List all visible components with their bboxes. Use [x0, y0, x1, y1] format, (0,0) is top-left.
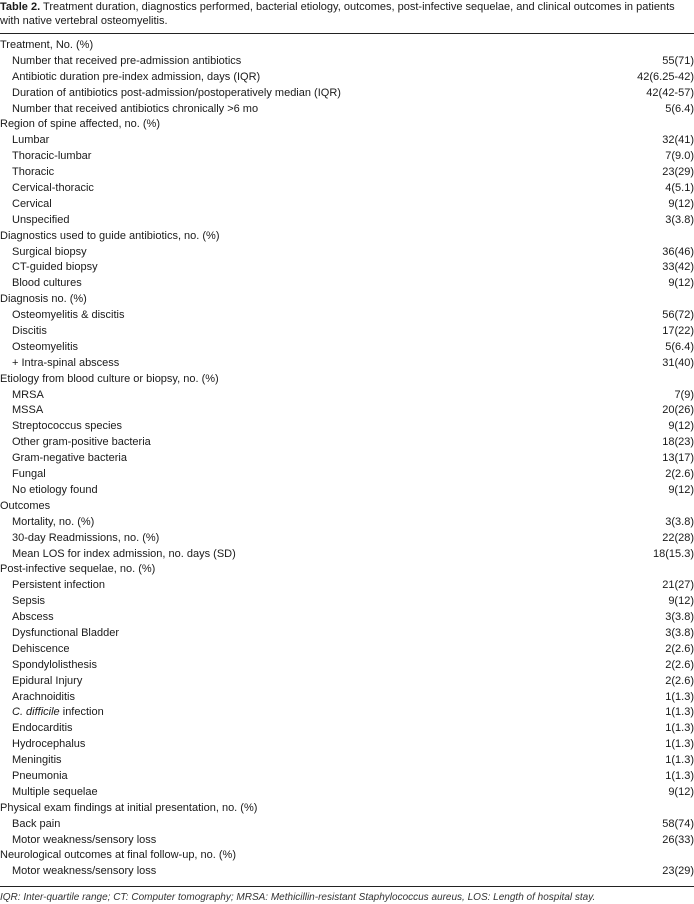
row-label: Persistent infection — [12, 579, 105, 592]
table-row — [0, 403, 694, 419]
row-value: 23(29) — [662, 166, 694, 179]
table-row — [0, 419, 694, 435]
table-row — [0, 260, 694, 276]
table-row — [0, 610, 694, 626]
table-caption-label: Table 2. — [0, 1, 41, 13]
row-label: Streptococcus species — [12, 420, 123, 433]
row-value: 3(3.8) — [665, 213, 694, 226]
row-label: Antibiotic duration pre-index admission, days (IQR) — [12, 70, 261, 83]
table-row — [0, 86, 694, 102]
row-label: MSSA — [12, 404, 44, 417]
table-row — [0, 149, 694, 165]
row-label: Motor weakness/sensory loss — [12, 833, 157, 846]
row-label: Epidural Injury — [12, 674, 83, 687]
row-value: 13(17) — [662, 452, 694, 465]
row-label: Region of spine affected, no. (%) — [0, 118, 161, 131]
table-row — [0, 737, 694, 753]
row-label: Sepsis — [12, 595, 46, 608]
row-value: 1(1.3) — [665, 738, 694, 751]
table-caption-text: Treatment duration, diagnostics performed, bacterial etiology, outcomes, post-infective sequelae, and clinical outcomes in patients with native vertebral osteomyelitis. — [0, 1, 675, 27]
table-section-header — [0, 499, 694, 515]
row-label: Mean LOS for index admission, no. days (SD) — [12, 547, 236, 560]
row-value: 55(71) — [662, 54, 694, 67]
row-value: 22(28) — [662, 531, 694, 544]
table-row — [0, 324, 694, 340]
table-row — [0, 165, 694, 181]
table-row — [0, 245, 694, 261]
table-row — [0, 515, 694, 531]
table-row — [0, 483, 694, 499]
table-row — [0, 102, 694, 118]
row-label: Arachnoiditis — [12, 690, 75, 703]
row-label: Lumbar — [12, 134, 50, 147]
row-value: 2(2.6) — [665, 642, 694, 655]
table-section-header — [0, 117, 694, 133]
row-value: 42(42-57) — [646, 86, 694, 99]
table-section-header — [0, 38, 694, 54]
table-section-header — [0, 372, 694, 388]
row-value: 9(12) — [668, 420, 694, 433]
table-row — [0, 197, 694, 213]
row-label: 30-day Readmissions, no. (%) — [12, 531, 160, 544]
table-section-header — [0, 292, 694, 308]
row-label: MRSA — [12, 388, 44, 401]
table-section-header — [0, 562, 694, 578]
row-label: Multiple sequelae — [12, 785, 98, 798]
row-value: 42(6.25-42) — [637, 70, 694, 83]
table-row — [0, 594, 694, 610]
row-value: 1(1.3) — [665, 722, 694, 735]
row-value: 17(22) — [662, 325, 694, 338]
row-value: 21(27) — [662, 579, 694, 592]
row-label: C. difficile infection — [12, 706, 104, 719]
row-label: Other gram-positive bacteria — [12, 436, 151, 449]
row-label: Number that received pre-admission antibiotics — [12, 54, 242, 67]
row-value: 1(1.3) — [665, 754, 694, 767]
row-label: Neurological outcomes at final follow-up, no. (%) — [0, 849, 237, 862]
table-row — [0, 547, 694, 563]
table-row — [0, 769, 694, 785]
row-label: Diagnostics used to guide antibiotics, no. (%) — [0, 229, 220, 242]
row-label: Osteomyelitis & discitis — [12, 309, 125, 322]
row-value: 2(2.6) — [665, 468, 694, 481]
row-label: Hydrocephalus — [12, 738, 86, 751]
row-value: 3(3.8) — [665, 515, 694, 528]
row-label: Gram-negative bacteria — [12, 452, 127, 465]
table-section-header — [0, 848, 694, 864]
table-row — [0, 133, 694, 149]
row-value: 9(12) — [668, 785, 694, 798]
row-value: 7(9.0) — [665, 150, 694, 163]
table-row — [0, 276, 694, 292]
row-value: 4(5.1) — [665, 182, 694, 195]
row-value: 2(2.6) — [665, 674, 694, 687]
table-row — [0, 467, 694, 483]
row-label: Endocarditis — [12, 722, 73, 735]
bottom-rule — [0, 886, 694, 887]
row-label: Motor weakness/sensory loss — [12, 865, 157, 878]
row-label: Etiology from blood culture or biopsy, no. (%) — [0, 372, 219, 385]
row-value: 36(46) — [662, 245, 694, 258]
row-label: Number that received antibiotics chronically >6 mo — [12, 102, 259, 115]
table-row — [0, 690, 694, 706]
organism-name: C. difficile — [12, 706, 60, 719]
table-row — [0, 721, 694, 737]
row-label: Cervical-thoracic — [12, 182, 94, 195]
row-label: Osteomyelitis — [12, 340, 79, 353]
row-label: Discitis — [12, 325, 47, 338]
table-row — [0, 642, 694, 658]
row-value: 23(29) — [662, 865, 694, 878]
row-label: Blood cultures — [12, 277, 82, 290]
row-label: Treatment, No. (%) — [0, 39, 94, 51]
row-value: 32(41) — [662, 134, 694, 147]
row-value: 9(12) — [668, 197, 694, 210]
row-value: 58(74) — [662, 817, 694, 830]
row-label: Surgical biopsy — [12, 245, 87, 258]
table-row — [0, 658, 694, 674]
row-value: 3(3.8) — [665, 626, 694, 639]
row-label: Abscess — [12, 611, 54, 624]
row-value: 20(26) — [662, 404, 694, 417]
table-row — [0, 578, 694, 594]
table-row — [0, 213, 694, 229]
table-row — [0, 388, 694, 404]
row-label: No etiology found — [12, 483, 98, 496]
table-row — [0, 181, 694, 197]
row-label: Dehiscence — [12, 642, 70, 655]
table-row — [0, 864, 694, 880]
table-row — [0, 753, 694, 769]
row-label: Outcomes — [0, 499, 51, 512]
row-label: Thoracic — [12, 166, 55, 179]
top-rule — [0, 33, 694, 34]
row-value: 1(1.3) — [665, 690, 694, 703]
row-label: Physical exam findings at initial presentation, no. (%) — [0, 801, 258, 814]
row-value: 5(6.4) — [665, 102, 694, 115]
table-row — [0, 435, 694, 451]
row-label: + Intra-spinal abscess — [12, 356, 120, 369]
row-value: 1(1.3) — [665, 706, 694, 719]
row-label: Dysfunctional Bladder — [12, 626, 120, 639]
table-row — [0, 451, 694, 467]
table-row — [0, 531, 694, 547]
table-section-header — [0, 801, 694, 817]
row-value: 9(12) — [668, 277, 694, 290]
row-value: 7(9) — [674, 388, 694, 401]
row-label: Fungal — [12, 468, 46, 481]
table-caption — [0, 0, 690, 28]
row-label: Cervical — [12, 197, 52, 210]
row-label: Meningitis — [12, 754, 62, 767]
row-value: 9(12) — [668, 595, 694, 608]
row-label: Post-infective sequelae, no. (%) — [0, 563, 156, 576]
row-value: 9(12) — [668, 483, 694, 496]
table-row — [0, 54, 694, 70]
table-footnote: IQR: Inter-quartile range; CT: Computer tomography; MRSA: Methicillin-resistant Staphylococcus aureus, LOS: Length of hospital stay. — [0, 892, 596, 903]
table-row — [0, 356, 694, 372]
row-value: 2(2.6) — [665, 658, 694, 671]
table-row — [0, 626, 694, 642]
row-label: Thoracic-lumbar — [12, 150, 92, 163]
row-label: Pneumonia — [12, 769, 68, 782]
row-value: 33(42) — [662, 261, 694, 274]
row-label: Unspecified — [12, 213, 70, 226]
table-row — [0, 833, 694, 849]
row-value: 56(72) — [662, 309, 694, 322]
table-row — [0, 674, 694, 690]
row-label: Duration of antibiotics post-admission/postoperatively median (IQR) — [12, 86, 341, 99]
row-label: CT-guided biopsy — [12, 261, 98, 274]
row-value: 5(6.4) — [665, 340, 694, 353]
row-value: 26(33) — [662, 833, 694, 846]
row-value: 3(3.8) — [665, 611, 694, 624]
table-row — [0, 340, 694, 356]
table-section-header — [0, 229, 694, 245]
row-label: Back pain — [12, 817, 61, 830]
row-label: Spondylolisthesis — [12, 658, 97, 671]
row-label: Diagnosis no. (%) — [0, 293, 87, 306]
row-value: 18(23) — [662, 436, 694, 449]
table-row — [0, 817, 694, 833]
table-row — [0, 785, 694, 801]
table-row — [0, 705, 694, 721]
row-value: 1(1.3) — [665, 769, 694, 782]
table-row — [0, 70, 694, 86]
table-row — [0, 308, 694, 324]
row-value: 18(15.3) — [653, 547, 694, 560]
row-value: 31(40) — [662, 356, 694, 369]
row-label: Mortality, no. (%) — [12, 515, 95, 528]
table-body — [0, 38, 694, 880]
